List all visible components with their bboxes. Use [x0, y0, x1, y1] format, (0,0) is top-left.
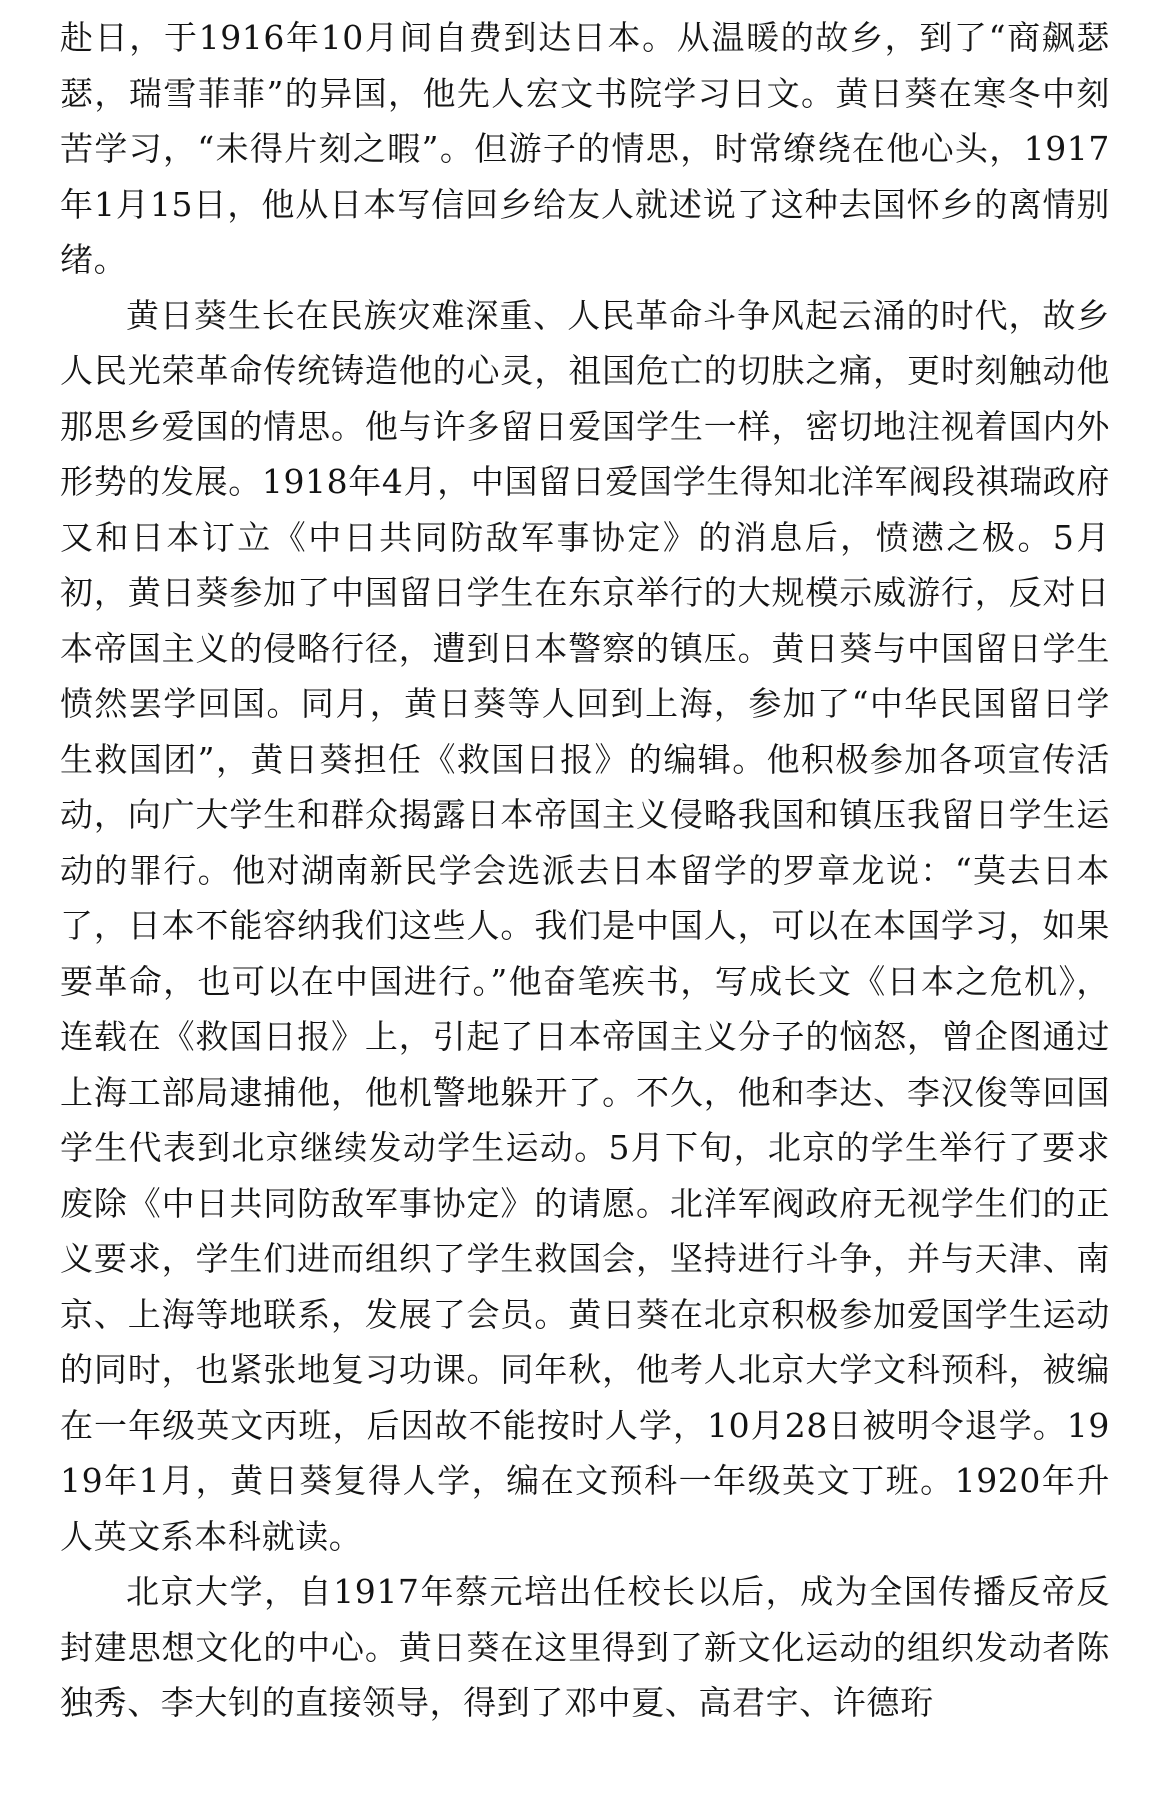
paragraph-continued: 赴日，于1916年10月间自费到达日本。从温暖的故乡，到了“商飙瑟瑟，瑞雪菲菲”的异国，他先人宏文书院学习日文。黄日葵在寒冬中刻苦学习，“未得片刻之暇”。但游子的情思，时常缭绕在他心头，1917年1月15日，他从日本写信回乡给友人就述说了这种去国怀乡的离情别绪。 [60, 18, 1110, 279]
paragraph-student-movement: 黄日葵生长在民族灾难深重、人民革命斗争风起云涌的时代，故乡人民光荣革命传统铸造他的心灵，祖国危亡的切肤之痛，更时刻触动他那思乡爱国的情思。他与许多留日爱国学生一样，密切地注视着国内外形势的发展。1918年4月，中国留日爱国学生得知北洋军阀段祺瑞政府又和日本订立《中日共同防敌军事协定》的消息后，愤懑之极。5月初，黄日葵参加了中国留日学生在东京举行的大规模示威游行，反对日本帝国主义的侵略行径，遭到日本警察的镇压。黄日葵与中国留日学生愤然罢学回国。同月，黄日葵等人回到上海，参加了“中华民国留日学生救国团”，黄日葵担任《救国日报》的编辑。他积极参加各项宣传活动，向广大学生和群众揭露日本帝国主义侵略我国和镇压我留日学生运动的罪行。他对湖南新民学会选派去日本留学的罗章龙说：“莫去日本了，日本不能容纳我们这些人。我们是中国人，可以在本国学习，如果要革命，也可以在中国进行。”他奋笔疾书，写成长文《日本之危机》，连载在《救国日报》上，引起了日本帝国主义分子的恼怒，曾企图通过上海工部局逮捕他，他机警地躲开了。不久，他和李达、李汉俊等回国学生代表到北京继续发动学生运动。5月下旬，北京的学生举行了要求废除《中日共同防敌军事协定》的请愿。北洋军阀政府无视学生们的正义要求，学生们进而组织了学生救国会，坚持进行斗争，并与天津、南京、上海等地联系，发展了会员。黄日葵在北京积极参加爱国学生运动的同时，也紧张地复习功课。同年秋，他考人北京大学文科预科，被编在一年级英文丙班，后因故不能按时人学，10月28日被明令退学。1919年1月，黄日葵复得人学，编在文预科一年级英文丁班。1920年升人英文系本科就读。 [60, 295, 1110, 1556]
paragraph-peking-university: 北京大学，自1917年蔡元培出任校长以后，成为全国传播反帝反封建思想文化的中心。黄日葵在这里得到了新文化运动的组织发动者陈独秀、李大钊的直接领导，得到了邓中夏、高君宇、许德珩 [60, 1572, 1110, 1722]
document-page [60, 10, 1110, 1731]
